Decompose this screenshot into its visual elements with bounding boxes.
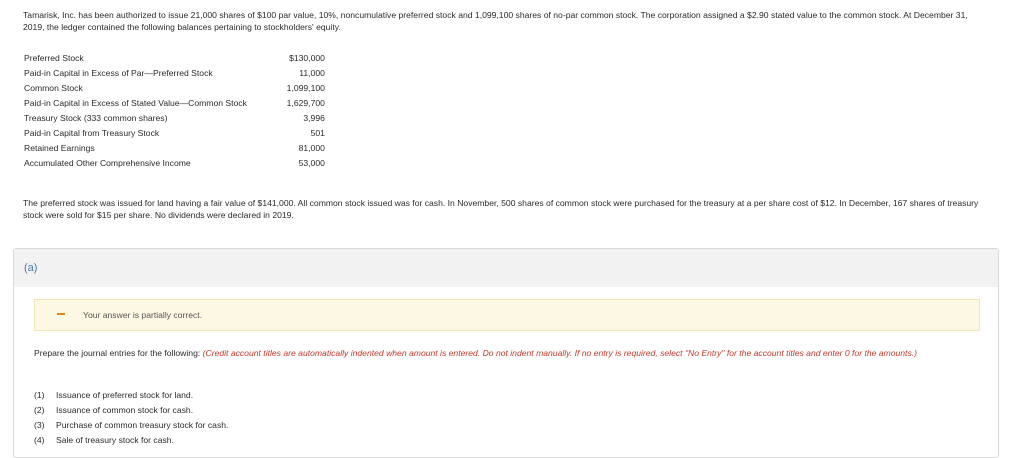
table-row — [24, 50, 325, 65]
instruction-note: (Credit account titles are automatically indented when amount is entered. Do not indent manually. If no entry is required, select "No Entry" for the account titles and enter 0 for the amounts.) — [202, 348, 917, 358]
dash-icon — [57, 313, 65, 315]
account-amount: 1,629,700 — [286, 97, 325, 108]
table-row — [24, 95, 325, 110]
feedback-banner — [34, 299, 980, 331]
table-row — [24, 125, 325, 140]
problem-details: The preferred stock was issued for land having a fair value of $141,000. All common stock issued was for cash. In November, 500 shares of common stock were purchased for the treasury at a per share cost of $12. In December, 167 shares of treasury stock were sold for $15 per share. No dividends were declared in 2019. — [23, 198, 979, 220]
item-text: Issuance of preferred stock for land. — [56, 390, 194, 400]
item-text: Purchase of common treasury stock for cash. — [56, 420, 229, 430]
item-number: (4) — [34, 435, 45, 445]
part-a-panel — [13, 248, 999, 458]
list-item — [34, 418, 228, 433]
account-name: Paid-in Capital in Excess of Stated Value—Common Stock — [24, 97, 247, 108]
list-item — [34, 403, 228, 418]
item-number: (2) — [34, 405, 45, 415]
instructions — [34, 347, 974, 359]
account-amount: 3,996 — [303, 112, 325, 123]
account-name: Preferred Stock — [24, 52, 84, 63]
account-name: Common Stock — [24, 82, 83, 93]
account-name: Accumulated Other Comprehensive Income — [24, 158, 191, 169]
item-number: (1) — [34, 390, 45, 400]
transaction-list — [34, 388, 228, 448]
ledger-balances-table — [24, 50, 325, 171]
feedback-message: Your answer is partially correct. — [83, 310, 203, 320]
account-name: Treasury Stock (333 common shares) — [24, 112, 168, 123]
table-row — [24, 80, 325, 95]
item-number: (3) — [34, 420, 45, 430]
account-name: Paid-in Capital in Excess of Par—Preferred Stock — [24, 67, 213, 78]
account-amount: 81,000 — [298, 143, 325, 154]
item-text: Sale of treasury stock for cash. — [56, 435, 174, 445]
table-row — [24, 141, 325, 156]
list-item — [34, 388, 228, 403]
account-amount: 11,000 — [299, 67, 325, 78]
part-label: (a) — [24, 262, 38, 274]
item-text: Issuance of common stock for cash. — [56, 405, 194, 415]
account-amount: $130,000 — [289, 52, 325, 63]
table-row — [24, 156, 325, 171]
account-name: Retained Earnings — [24, 143, 95, 154]
list-item — [34, 433, 228, 448]
table-row — [24, 65, 325, 80]
part-a-header[interactable] — [14, 249, 998, 287]
account-name: Paid-in Capital from Treasury Stock — [24, 128, 160, 139]
account-amount: 53,000 — [298, 158, 325, 169]
instruction-text: Prepare the journal entries for the following: — [34, 348, 201, 358]
account-amount: 1,099,100 — [286, 82, 325, 93]
account-amount: 501 — [310, 128, 325, 139]
problem-intro: Tamarisk, Inc. has been authorized to issue 21,000 shares of $100 par value, 10%, noncumulative preferred stock and 1,099,100 shares of no-par common stock. The corporation assigned a $2.90 stated value to the common stock. At December 31, 2019, the ledger contained the following balances pertaining to stockholders' equity. — [23, 10, 968, 32]
table-row — [24, 110, 325, 125]
